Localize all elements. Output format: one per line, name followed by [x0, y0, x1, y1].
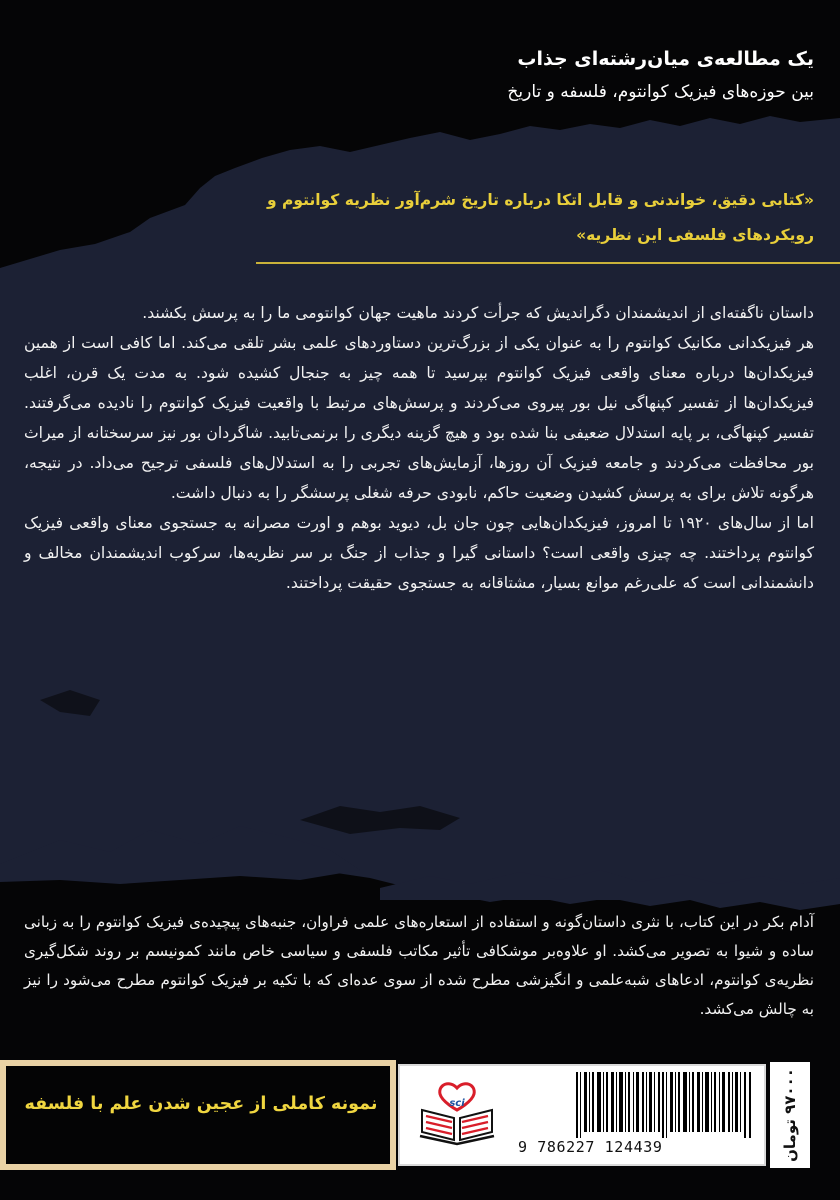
price-text: ۹۷۰۰۰ تومان: [781, 1068, 799, 1162]
blurb-paragraph-1: داستان ناگفته‌ای از اندیشمندان دگراندیش که جرأت کردند ماهیت جهان کوانتومی ما را به پرسش بکشند.: [142, 304, 814, 322]
blurb-paragraph-2: هر فیزیکدانی مکانیک کوانتوم را به عنوان یکی از بزرگ‌ترین دستاوردهای علمی بشر تلقی می‌کند. اما کافی است از همین فیزیکدان‌ها درباره معنای واقعی فیزیک کوانتوم بپرسید تا همه چیز به جنجال کشیده شود. به مدت یک قرن، اغلب فیزیکدان‌ها از تفسیر کپنهاگی نیل بور پیروی می‌کردند و پرسش‌های مرتبط با واقعیت فیزیک کوانتوم را نادیده می‌گرفتند. تفسیر کپنهاگی، بر پایه استدلال ضعیفی بنا شده بود و هیچ گزینه دیگری را برنمی‌تابید. شاگردان بور نیز سرسختانه از میراث بور محافظت می‌کردند و جامعه فیزیک آن روزها، آزمایش‌های تجربی را به استدلال‌های فلسفی ترجیح می‌داد. در نتیجه، هرگونه تلاش برای به پرسش کشیدن وضعیت حاکم، نابودی حرفه شغلی پرسشگر را به دنبال داشت.: [24, 334, 814, 502]
price-label: [770, 1062, 810, 1168]
blurb-body: [24, 298, 814, 598]
header-title: یک مطالعه‌ی میان‌رشته‌ای جذاب: [517, 48, 814, 70]
header-subtitle: بین حوزه‌های فیزیک کوانتوم، فلسفه و تاریخ: [507, 82, 814, 102]
tagline-panel: [0, 1060, 396, 1170]
logo-text: sci: [449, 1098, 465, 1109]
barcode-icon: [576, 1072, 752, 1138]
blurb-paragraph-3: اما از سال‌های ۱۹۲۰ تا امروز، فیزیکدان‌هایی چون جان بل، دیوید بوهم و اورت مصرانه به جستجوی معنای واقعی فیزیک کوانتوم پرداختند. چه چیزی واقعی است؟ داستانی گیرا و جذاب از جنگ بر سر نظریه‌ها، سرکوب اندیشمندان مخالف و دانشمندانی است که علی‌رغم موانع بسیار، مشتاقانه به جستجوی حقیقت پرداختند.: [24, 514, 814, 592]
review-quote: [254, 183, 814, 253]
review-quote-line-1: «کتابی دقیق، خواندنی و قابل اتکا درباره تاریخ شرم‌آور نظریه کوانتوم و: [267, 191, 814, 209]
gold-divider: [256, 262, 840, 264]
review-quote-line-2: رویکردهای فلسفی این نظریه»: [576, 226, 814, 244]
author-summary: آدام بکر در این کتاب، با نثری داستان‌گونه و استفاده از استعاره‌های علمی فراوان، جنبه‌های پیچیده‌ی فیزیک کوانتوم را به زبانی ساده و شیوا به تصویر می‌کشد. او علاوه‌بر موشکافی تأثیر مکاتب فلسفی و سیاسی خاص مانند کمونیسم بر روند شکل‌گیری نظریه‌ی کوانتوم، ادعاهای شبه‌علمی و انگیزشی مطرح شده از سوی عده‌ای که با تکیه بر فیزیک کوانتوم مطرح می‌شود را نیز به چالش می‌کشد.: [24, 913, 814, 1018]
tagline: نمونه کاملی از عجین شدن علم با فلسفه: [24, 1094, 378, 1114]
open-book-heart-icon: [416, 1080, 498, 1150]
isbn-digits: 9 786227 124439: [518, 1138, 663, 1156]
